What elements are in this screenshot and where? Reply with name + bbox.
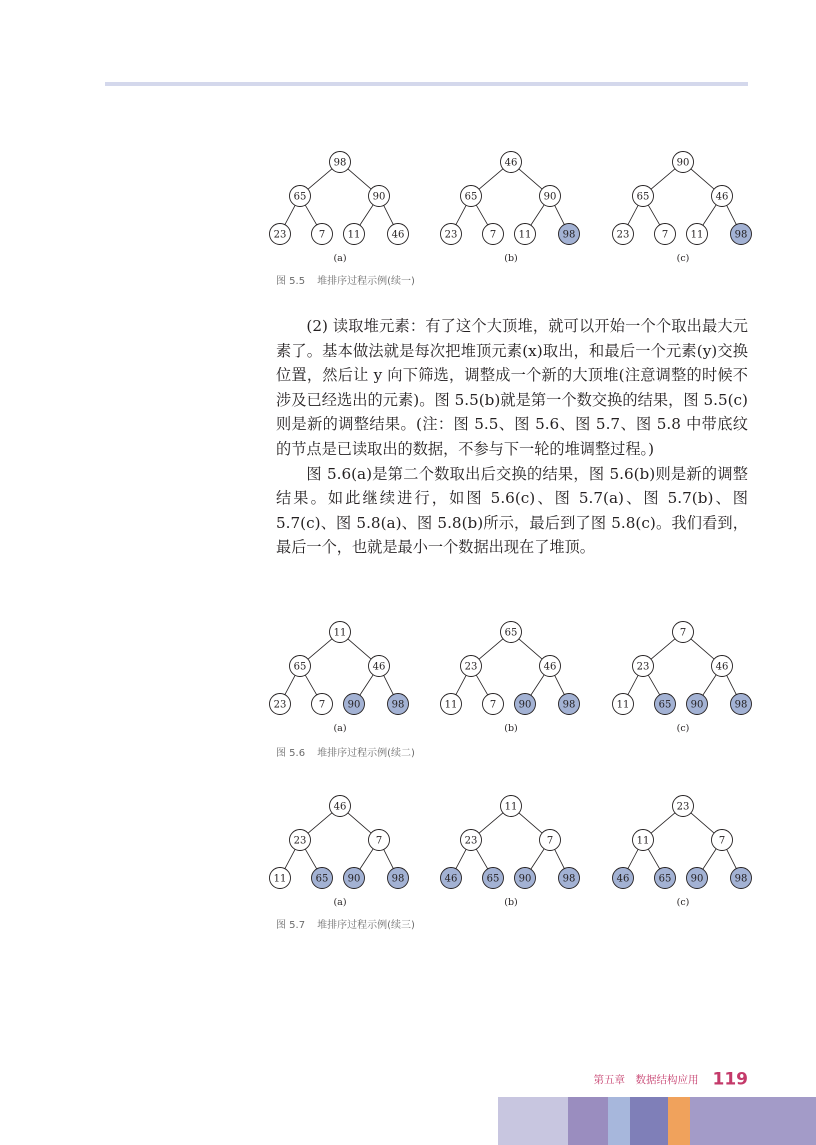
tree-edge: [285, 849, 295, 868]
tree-node: [461, 656, 482, 677]
tree-node: [312, 224, 333, 245]
node-value: 46: [715, 191, 729, 203]
sorted-tree-node: [655, 868, 676, 889]
tree-edge: [651, 813, 675, 833]
node-value: 11: [444, 699, 458, 711]
paragraph-1: (2) 读取堆元素：有了这个大顶堆，就可以开始一个个取出最大元素了。基本做法就是每次把堆顶元素(x)取出，和最后一个元素(y)交换位置，然后让 y 向下筛选，调整成一个新的大顶堆(注意调整的时候不涉及已经选出的元素)。图 5.5(b)就是第一个数交换的结果，图 5.5(c)则是新的调整结果。(注：图 5.5、图 5.6、图 5.7、图 5.8 中带底纹的节点是已读取出的数据，不参与下一轮的堆调整过程。): [276, 317, 748, 458]
node-value: 65: [293, 661, 307, 673]
subfigure-label: (c): [676, 253, 690, 264]
tree-node: [540, 656, 561, 677]
node-value: 98: [333, 157, 347, 169]
tree-edge: [308, 169, 332, 189]
node-value: 65: [658, 699, 672, 711]
tree-node: [501, 796, 522, 817]
tree-diagram: [270, 796, 409, 909]
node-value: 65: [486, 873, 500, 885]
tree-node: [673, 796, 694, 817]
caption-number: 图 5.6: [276, 748, 306, 759]
sorted-tree-node: [559, 868, 580, 889]
sorted-tree-node: [655, 694, 676, 715]
node-value: 11: [518, 229, 532, 241]
sorted-tree-node: [344, 694, 365, 715]
tree-edge: [648, 849, 659, 869]
sorted-tree-node: [483, 868, 504, 889]
stripe: [630, 1097, 668, 1145]
sorted-tree-node: [559, 694, 580, 715]
tree-edge: [456, 849, 466, 868]
tree-node: [344, 224, 365, 245]
tree-node: [461, 830, 482, 851]
tree-edge: [555, 849, 565, 868]
caption-number: 图 5.7: [276, 920, 306, 931]
tree-diagram: [270, 152, 409, 265]
node-value: 23: [676, 801, 690, 813]
subfigure-label: (a): [333, 897, 347, 908]
tree-node: [441, 224, 462, 245]
tree-edge: [456, 205, 466, 224]
node-value: 23: [293, 835, 307, 847]
tree-diagram: [613, 622, 752, 735]
tree-edge: [476, 849, 487, 869]
tree-edge: [285, 205, 295, 224]
tree-edge: [727, 675, 737, 694]
tree-diagram: [613, 796, 752, 909]
tree-node: [712, 830, 733, 851]
node-value: 11: [504, 801, 518, 813]
tree-node: [290, 656, 311, 677]
figure-5-7: [262, 794, 762, 919]
node-value: 46: [333, 801, 347, 813]
tree-edge: [519, 639, 542, 659]
paragraph-2: 图 5.6(a)是第二个数取出后交换的结果，图 5.6(b)则是新的调整结果。如此继续进行，如图 5.6(c)、图 5.7(a)、图 5.7(b)、图 5.7(c)、图 5.8(a)、图 5.8(b)所示，最后到了图 5.8(c)。我们看到，最后一个，也就是最小一个数据出现在了堆顶。: [276, 464, 748, 557]
node-value: 23: [464, 835, 478, 847]
node-value: 11: [273, 873, 287, 885]
node-value: 98: [734, 229, 748, 241]
sorted-tree-node: [559, 224, 580, 245]
tree-node: [270, 868, 291, 889]
tree-node: [369, 830, 390, 851]
tree-edge: [285, 675, 295, 694]
tree-edge: [651, 169, 675, 189]
node-value: 98: [391, 699, 405, 711]
node-value: 23: [444, 229, 458, 241]
node-value: 90: [690, 873, 704, 885]
tree-edge: [727, 849, 737, 868]
tree-node: [330, 622, 351, 643]
node-value: 98: [562, 873, 576, 885]
sorted-tree-node: [687, 868, 708, 889]
tree-node: [655, 224, 676, 245]
node-value: 7: [489, 229, 497, 241]
tree-edge: [648, 675, 659, 695]
node-value: 90: [518, 873, 532, 885]
node-value: 46: [715, 661, 729, 673]
tree-edge: [703, 849, 716, 869]
figure-5-6-trees: [262, 620, 762, 745]
node-value: 98: [734, 873, 748, 885]
tree-edge: [531, 205, 544, 225]
node-value: 65: [293, 191, 307, 203]
tree-edge: [691, 639, 714, 659]
figure-5-6: [262, 620, 762, 745]
page-number: 119: [712, 1069, 748, 1090]
tree-diagram: [441, 152, 580, 265]
tree-node: [613, 694, 634, 715]
stripe: [498, 1097, 568, 1145]
sorted-tree-node: [731, 868, 752, 889]
tree-node: [290, 830, 311, 851]
node-value: 90: [518, 699, 532, 711]
tree-edge: [476, 675, 487, 695]
chapter-title: 第五章 数据结构应用: [593, 1074, 699, 1086]
sorted-tree-node: [388, 868, 409, 889]
node-value: 11: [333, 627, 347, 639]
sorted-tree-node: [731, 224, 752, 245]
node-value: 23: [616, 229, 630, 241]
node-value: 65: [504, 627, 518, 639]
tree-edge: [305, 675, 316, 695]
tree-node: [330, 796, 351, 817]
tree-node: [270, 694, 291, 715]
node-value: 65: [658, 873, 672, 885]
tree-node: [673, 622, 694, 643]
node-value: 23: [273, 229, 287, 241]
tree-node: [633, 830, 654, 851]
tree-edge: [519, 813, 542, 833]
tree-edge: [531, 849, 544, 869]
node-value: 7: [679, 627, 687, 639]
tree-edge: [691, 169, 714, 189]
node-value: 90: [676, 157, 690, 169]
subfigure-label: (b): [504, 723, 518, 734]
tree-edge: [628, 675, 638, 694]
node-value: 65: [315, 873, 329, 885]
subfigure-label: (b): [504, 253, 518, 264]
top-rule: [105, 82, 748, 86]
tree-node: [369, 656, 390, 677]
tree-edge: [308, 813, 332, 833]
tree-node: [633, 186, 654, 207]
tree-diagram: [270, 622, 409, 735]
tree-node: [330, 152, 351, 173]
tree-edge: [360, 675, 373, 695]
caption-text: 堆排序过程示例(续二): [317, 748, 415, 759]
tree-node: [369, 186, 390, 207]
node-value: 11: [347, 229, 361, 241]
tree-edge: [648, 205, 659, 225]
node-value: 98: [562, 229, 576, 241]
tree-diagram: [441, 796, 580, 909]
node-value: 90: [690, 699, 704, 711]
sorted-tree-node: [441, 868, 462, 889]
node-value: 7: [489, 699, 497, 711]
tree-edge: [308, 639, 332, 659]
tree-node: [687, 224, 708, 245]
tree-node: [312, 694, 333, 715]
stripe: [568, 1097, 608, 1145]
node-value: 46: [616, 873, 630, 885]
subfigure-label: (b): [504, 897, 518, 908]
node-value: 90: [543, 191, 557, 203]
node-value: 46: [504, 157, 518, 169]
tree-edge: [348, 813, 371, 833]
tree-edge: [384, 205, 394, 224]
tree-edge: [479, 169, 503, 189]
node-value: 90: [347, 699, 361, 711]
node-value: 11: [636, 835, 650, 847]
subfigure-label: (a): [333, 723, 347, 734]
tree-node: [673, 152, 694, 173]
node-value: 46: [372, 661, 386, 673]
caption-number: 图 5.5: [276, 276, 306, 287]
tree-node: [540, 186, 561, 207]
tree-edge: [703, 205, 716, 225]
sorted-tree-node: [731, 694, 752, 715]
node-value: 46: [543, 661, 557, 673]
subfigure-label: (c): [676, 897, 690, 908]
tree-edge: [305, 205, 316, 225]
tree-edge: [703, 675, 716, 695]
tree-edge: [476, 205, 487, 225]
node-value: 7: [546, 835, 554, 847]
body-text: [276, 314, 748, 560]
subfigure-label: (c): [676, 723, 690, 734]
tree-node: [540, 830, 561, 851]
tree-node: [483, 694, 504, 715]
node-value: 98: [562, 699, 576, 711]
tree-diagram: [613, 152, 752, 265]
tree-edge: [519, 169, 542, 189]
tree-node: [290, 186, 311, 207]
sorted-tree-node: [344, 868, 365, 889]
figure-5-7-caption: [276, 916, 415, 931]
sorted-tree-node: [388, 694, 409, 715]
tree-node: [515, 224, 536, 245]
tree-edge: [479, 639, 503, 659]
caption-text: 堆排序过程示例(续一): [317, 276, 415, 287]
node-value: 7: [318, 699, 326, 711]
tree-node: [270, 224, 291, 245]
tree-node: [712, 656, 733, 677]
tree-node: [633, 656, 654, 677]
tree-edge: [628, 849, 638, 868]
tree-edge: [531, 675, 544, 695]
sorted-tree-node: [613, 868, 634, 889]
stripe: [668, 1097, 690, 1145]
node-value: 46: [444, 873, 458, 885]
tree-edge: [384, 849, 394, 868]
tree-edge: [360, 205, 373, 225]
node-value: 23: [273, 699, 287, 711]
node-value: 23: [636, 661, 650, 673]
tree-node: [388, 224, 409, 245]
node-value: 11: [616, 699, 630, 711]
tree-edge: [555, 675, 565, 694]
node-value: 98: [391, 873, 405, 885]
page-footer: [594, 1069, 749, 1090]
node-value: 7: [661, 229, 669, 241]
tree-edge: [651, 639, 675, 659]
node-value: 65: [464, 191, 478, 203]
figure-5-5: [262, 150, 762, 275]
decorative-stripes: [498, 1097, 816, 1145]
figure-5-5-trees: [262, 150, 762, 275]
subfigure-label: (a): [333, 253, 347, 264]
tree-node: [501, 622, 522, 643]
tree-diagram: [441, 622, 580, 735]
node-value: 7: [318, 229, 326, 241]
node-value: 90: [372, 191, 386, 203]
figure-5-5-caption: [276, 272, 415, 287]
tree-edge: [479, 813, 503, 833]
node-value: 90: [347, 873, 361, 885]
sorted-tree-node: [687, 694, 708, 715]
tree-node: [712, 186, 733, 207]
sorted-tree-node: [312, 868, 333, 889]
tree-edge: [691, 813, 714, 833]
figure-5-6-caption: [276, 744, 415, 759]
tree-edge: [456, 675, 466, 694]
tree-node: [501, 152, 522, 173]
tree-node: [461, 186, 482, 207]
tree-edge: [348, 169, 371, 189]
node-value: 46: [391, 229, 405, 241]
tree-edge: [727, 205, 737, 224]
tree-edge: [348, 639, 371, 659]
node-value: 11: [690, 229, 704, 241]
node-value: 7: [375, 835, 383, 847]
stripe: [690, 1097, 816, 1145]
node-value: 23: [464, 661, 478, 673]
tree-edge: [628, 205, 638, 224]
figure-5-7-trees: [262, 794, 762, 919]
sorted-tree-node: [515, 694, 536, 715]
node-value: 98: [734, 699, 748, 711]
node-value: 65: [636, 191, 650, 203]
tree-node: [441, 694, 462, 715]
tree-edge: [305, 849, 316, 869]
sorted-tree-node: [515, 868, 536, 889]
tree-edge: [555, 205, 565, 224]
tree-node: [483, 224, 504, 245]
node-value: 7: [718, 835, 726, 847]
tree-edge: [360, 849, 373, 869]
tree-node: [613, 224, 634, 245]
tree-edge: [384, 675, 394, 694]
caption-text: 堆排序过程示例(续三): [317, 920, 415, 931]
stripe: [608, 1097, 630, 1145]
